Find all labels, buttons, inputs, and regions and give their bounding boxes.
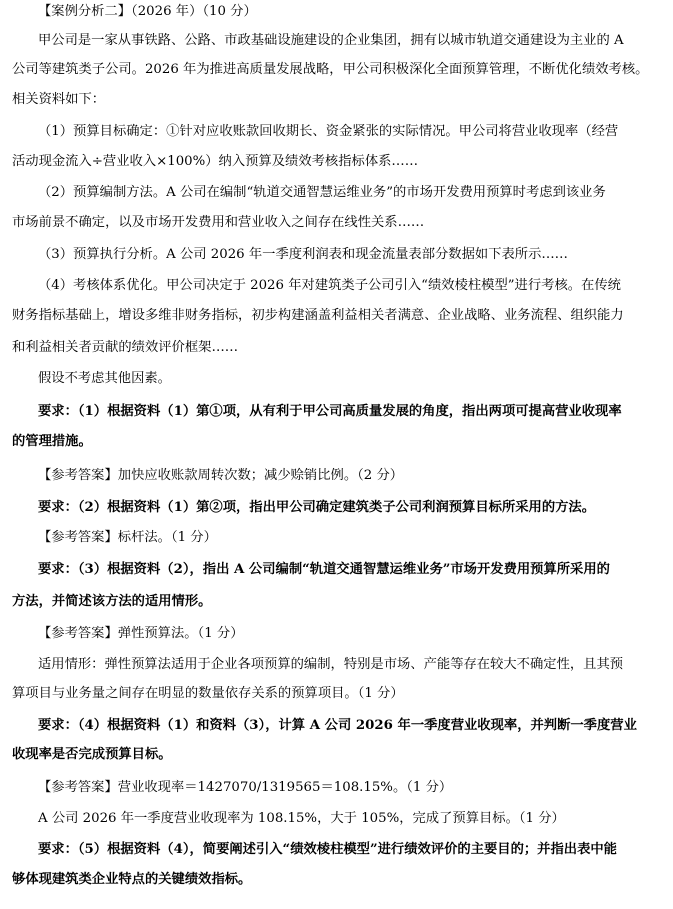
question-line: 的管理措施。 xyxy=(12,434,92,449)
text-line: 和利益相关者贡献的绩效评价框架…… xyxy=(12,340,239,355)
text-line: 【参考答案】营业收现率＝1427070/1319565＝108.15%。（1 分） xyxy=(38,780,453,795)
text-line: 财务指标基础上，增设多维非财务指标，初步构建涵盖利益相关者满意、企业战略、业务流程、组织能力 xyxy=(12,308,624,323)
question-line: 够体现建筑类企业特点的关键绩效指标。 xyxy=(12,872,252,887)
text-line: 【案例分析二】（2026 年）（10 分） xyxy=(38,4,257,19)
text-line: 甲公司是一家从事铁路、公路、市政基础设施建设的企业集团，拥有以城市轨道交通建设为主业的 A xyxy=(38,33,624,48)
question-line: 收现率是否完成预算目标。 xyxy=(12,747,172,762)
text-line: 相关资料如下： xyxy=(12,92,106,107)
text-line: 【参考答案】标杆法。（1 分） xyxy=(38,530,217,545)
text-line: 【参考答案】弹性预算法。（1 分） xyxy=(38,626,244,641)
text-line: （2）预算编制方法。A 公司在编制“轨道交通智慧运维业务”的市场开发费用预算时考虑到该业务 xyxy=(38,185,606,200)
text-line: （1）预算目标确定：①针对应收账款回收期长、资金紧张的实际情况。甲公司将营业收现率（经营 xyxy=(38,124,619,139)
text-line: 算项目与业务量之间存在明显的数量依存关系的预算项目。（1 分） xyxy=(12,686,404,701)
text-line: 活动现金流入÷营业收入×100%）纳入预算及绩效考核指标体系…… xyxy=(12,154,419,169)
text-line: 公司等建筑类子公司。2026 年为推进高质量发展战略，甲公司积极深化全面预算管理，不断优化绩效考核。 xyxy=(12,62,649,77)
question-line: 要求：（3）根据资料（2），指出 A 公司编制“轨道交通智慧运维业务”市场开发费用预算所采用的 xyxy=(38,562,610,577)
question-line: 要求：（5）根据资料（4），简要阐述引入“绩效棱柱模型”进行绩效评价的主要目的；并指出表中能 xyxy=(38,842,617,857)
question-line: 要求：（1）根据资料（1）第①项，从有利于甲公司高质量发展的角度，指出两项可提高营业收现率 xyxy=(38,404,622,419)
text-line: 市场前景不确定，以及市场开发费用和营业收入之间存在线性关系…… xyxy=(12,215,425,230)
question-line: 要求：（2）根据资料（1）第②项，指出甲公司确定建筑类子公司利润预算目标所采用的方法。 xyxy=(38,500,596,515)
question-line: 方法，并简述该方法的适用情形。 xyxy=(12,594,212,609)
text-line: A 公司 2026 年一季度营业收现率为 108.15%，大于 105%，完成了预算目标。（1 分） xyxy=(38,811,565,826)
text-line: （4）考核体系优化。甲公司决定于 2026 年对建筑类子公司引入“绩效棱柱模型”进行考核。在传统 xyxy=(38,278,621,293)
text-line: 假设不考虑其他因素。 xyxy=(38,371,171,386)
text-line: 适用情形：弹性预算法适用于企业各项预算的编制，特别是市场、产能等存在较大不确定性，且其预 xyxy=(38,657,624,672)
question-line: 要求：（4）根据资料（1）和资料（3），计算 A 公司 2026 年一季度营业收现率，并判断一季度营业 xyxy=(38,718,637,733)
text-line: 【参考答案】加快应收账款周转次数；减少赊销比例。（2 分） xyxy=(38,468,404,483)
text-line: （3）预算执行分析。A 公司 2026 年一季度利润表和现金流量表部分数据如下表所示…… xyxy=(38,247,568,262)
